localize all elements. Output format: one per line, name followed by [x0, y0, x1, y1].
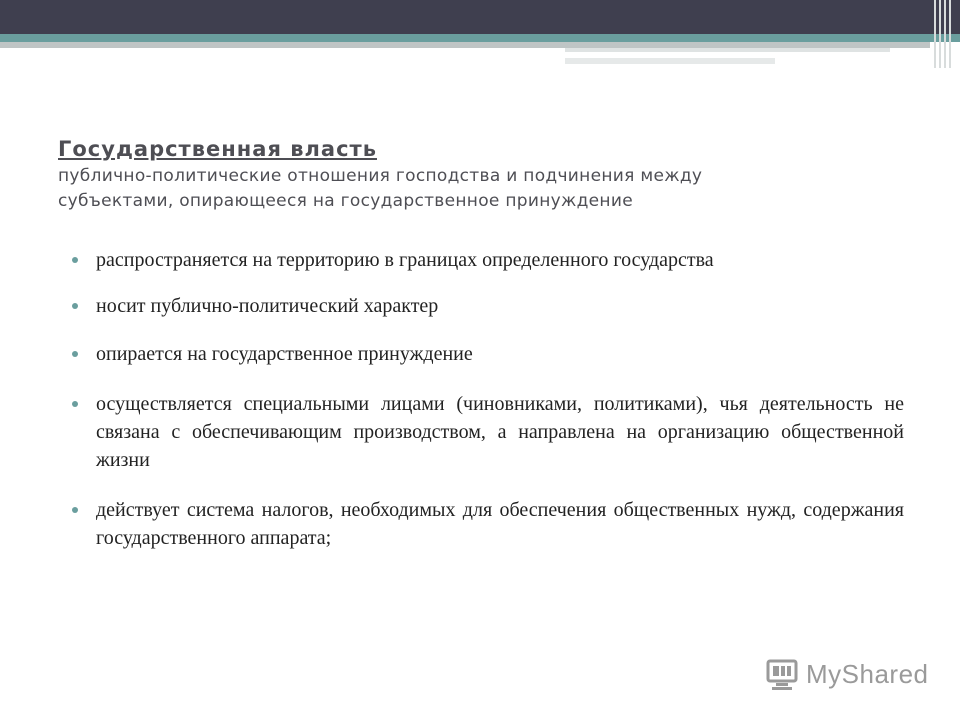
bullet-text: опирается на государственное принуждение: [96, 343, 473, 365]
bullet-dot-icon: [72, 257, 78, 263]
logo-text: MyShared: [806, 658, 929, 689]
bullet-text: осуществляется специальными лицами (чиновниками, политиками), чья деятельность не связана с обеспечивающим производством, а направлена на организацию общественной жизни: [96, 393, 904, 471]
decor-lines: [934, 0, 952, 68]
bullet-text: действует система налогов, необходимых для обеспечения общественных нужд, содержания государственного аппарата;: [96, 499, 904, 549]
bullet-item: [72, 246, 904, 274]
bullet-dot-icon: [72, 351, 78, 357]
bullet-item: [72, 340, 904, 368]
accent-stripe: [0, 34, 960, 42]
slide-title: Государственная власть: [58, 137, 377, 161]
decor-bar-2: [565, 58, 775, 64]
bullet-list: [72, 246, 904, 552]
slide-subtitle-line-1: публично-политические отношения господства и подчинения между: [58, 166, 703, 186]
bullet-text: носит публично-политический характер: [96, 295, 439, 317]
decor-bar-1: [565, 48, 890, 52]
slide-title-block: [58, 134, 888, 214]
header-bar: [0, 0, 960, 34]
bullet-item: [72, 496, 904, 552]
bullet-dot-icon: [72, 303, 78, 309]
bullet-text: распространяется на территорию в границах определенного государства: [96, 249, 714, 271]
bullet-item: [72, 390, 904, 474]
slide-subtitle-line-2: субъектами, опирающееся на государственное принуждение: [58, 191, 633, 211]
myshared-logo-icon: [766, 657, 800, 691]
bullet-item: [72, 292, 904, 320]
myshared-logo: [766, 656, 929, 692]
bullet-dot-icon: [72, 507, 78, 513]
bullet-dot-icon: [72, 401, 78, 407]
